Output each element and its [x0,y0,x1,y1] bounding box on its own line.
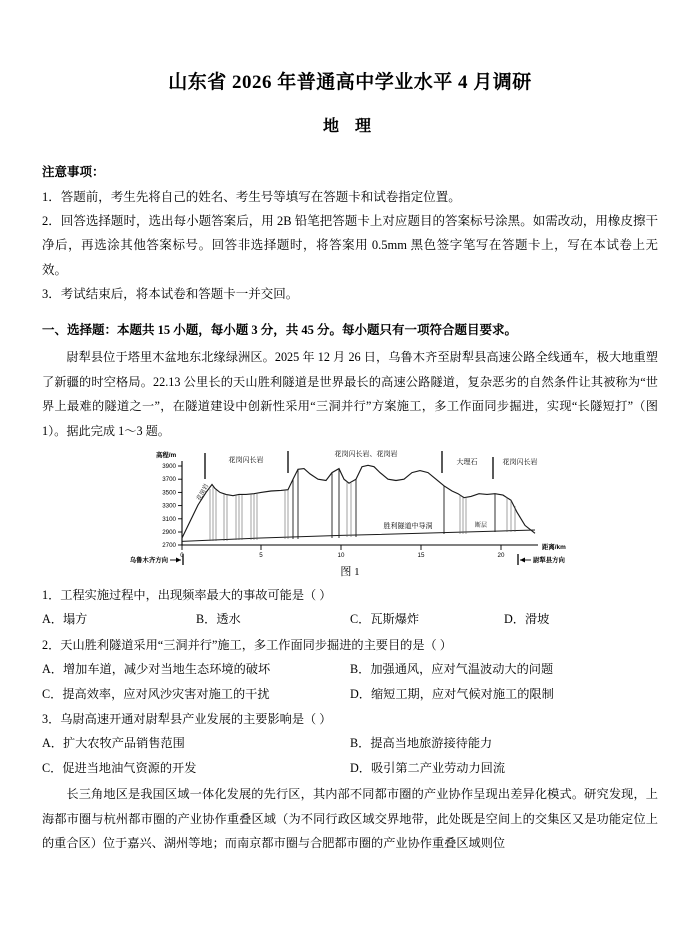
q2-option-c[interactable]: C．提高效率，应对风沙灾害对施工的干扰 [42,686,270,701]
rock-label-4: 花岗闪长岩 [502,459,538,467]
rock-label-3: 大理石 [456,459,478,467]
subject-title: 地 理 [322,117,377,135]
page-title: 山东省 2026 年普通高中学业水平 4 月调研 [168,72,532,93]
rock-label-1: 花岗闪长岩 [228,457,264,465]
q3-option-c[interactable]: C．促进当地油气资源的开发 [42,760,197,775]
passage-1: 尉犁县位于塔里木盆地东北缘绿洲区。2025 年 12 月 26 日，乌鲁木齐至尉犁县高速公路全线通车，极大地重塑了新疆的时空格局。22.13 公里长的天山胜利隧道是世界最长的高速公路隧道，复杂恶劣的自然条件让其被称为“世界上最难的隧道之一”，在隧道建设中创新性采用“三洞并行”方案施工，多工作面同步掘进，实现“长隧短打”（图 1）。据此完成 1～3 题。 [42,350,658,438]
svg-text:15: 15 [417,552,425,560]
notice-item-1: 1．答题前，考生先将自己的姓名、考生号等填写在答题卡和试卷指定位置。 [42,189,461,204]
svg-text:2900: 2900 [162,529,176,537]
svg-text:3500: 3500 [162,489,176,497]
figure-1 [42,449,658,579]
q3-option-d[interactable]: D．吸引第二产业劳动力回流 [350,760,506,775]
x-axis [180,542,566,559]
svg-text:10: 10 [337,552,345,560]
rock-label-left: 花岗岩 [196,483,211,502]
passage-2: 长三角地区是我国区域一体化发展的先行区，其内部不同都市圈的产业协作呈现出差异化模式。研究发现，上海都市圈与杭州都市圈的产业协作重叠区域（为不同行政区域交界地带，此处既是空间上的交集区又是功能定位上的重合区）位于嘉兴、湖州等地；而南京都市圈与合肥都市圈的产业协作重叠区域则位 [42,787,658,851]
notice-item-3: 3．考试结束后，将本试卷和答题卡一并交回。 [42,287,299,302]
q1-option-d[interactable]: D．滑坡 [504,612,550,627]
q1-option-b[interactable]: B．透水 [196,612,241,627]
notice-item-2: 2．回答选择题时，选出每小题答案后，用 2B 铅笔把答题卡上对应题目的答案标号涂黑。如需改动，用橡皮擦干净后，再选涂其他答案标号。回答非选择题时，将答案用 0.5mm 黑色签字笔写在答题卡上，写在本试卷上无效。 [42,213,658,277]
question-1-stem: 1．工程实施过程中，出现频率最大的事故可能是（ ） [42,588,332,603]
svg-text:20: 20 [497,552,505,560]
notice-heading: 注意事项： [42,164,105,179]
exam-page [0,72,700,950]
fault-label: 断层 [474,523,488,530]
q2-option-d[interactable]: D．缩短工期，应对气候对施工的限制 [350,686,554,701]
tunnel-guide-line [182,530,535,541]
question-2-options-row-2 [42,682,658,706]
q3-option-a[interactable]: A．扩大农牧产品销售范围 [42,736,185,751]
svg-text:0: 0 [180,552,184,560]
svg-text:距离/km: 距离/km [542,544,566,552]
question-2-stem: 2．天山胜利隧道采用“三洞并行”施工，多工作面同步掘进的主要目的是（ ） [42,637,452,652]
rock-label-2: 花岗闪长岩、花岗岩 [334,451,398,459]
svg-text:高程/m: 高程/m [156,452,177,460]
question-3-options-row-1 [42,731,658,755]
q1-option-c[interactable]: C．瓦斯爆炸 [350,612,420,627]
svg-text:3900: 3900 [162,463,176,471]
section-heading: 一、选择题：本题共 15 小题，每小题 3 分，共 45 分。每小题只有一项符合题目要求。 [42,323,518,338]
direction-left-label: 乌鲁木齐方向 [130,557,168,565]
direction-right-label: 尉犁县方向 [533,557,565,565]
svg-text:3700: 3700 [162,476,176,484]
figure-caption: 图 1 [340,566,360,579]
y-axis [156,450,182,549]
question-1-options [42,607,658,631]
q3-option-b[interactable]: B．提高当地旅游接待能力 [350,736,493,751]
svg-text:3100: 3100 [162,515,176,523]
q2-option-a[interactable]: A．增加车道，减少对当地生态环境的破坏 [42,662,271,677]
q2-option-b[interactable]: B．加强通风，应对气温波动大的问题 [350,662,554,677]
question-3-stem: 3．乌尉高速开通对尉犁县产业发展的主要影响是（ ） [42,712,332,727]
question-3-options-row-2 [42,756,658,780]
svg-text:2700: 2700 [162,542,176,550]
svg-text:3300: 3300 [162,502,176,510]
q1-option-a[interactable]: A．塌方 [42,612,88,627]
tunnel-label: 胜利隧道中导洞 [383,523,433,531]
elevation-profile-chart [130,449,570,565]
question-2-options-row-1 [42,657,658,681]
svg-text:5: 5 [259,552,263,560]
